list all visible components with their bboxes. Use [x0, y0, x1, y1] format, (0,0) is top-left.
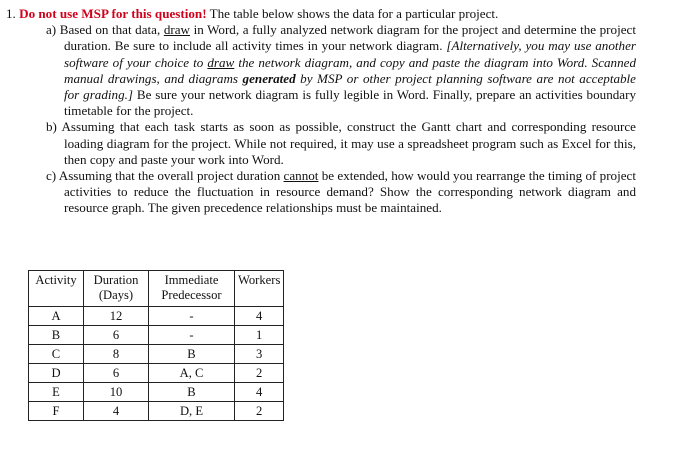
header-duration-line-1: Duration — [93, 273, 139, 287]
cell-duration: 4 — [84, 402, 149, 421]
question-number: 1. — [6, 6, 16, 21]
part-b-text: Assuming that each task starts as soon as possible, construct the Gantt chart and corresponding resource loading diagram for the project. While not required, it may use a spreadsheet program such as Excel for this, then copy and paste your work into Word. — [56, 119, 636, 167]
part-c-text-1: Assuming that the overall project duration — [56, 168, 284, 184]
part-c-underline-cannot: cannot — [283, 168, 319, 184]
part-a-marker: a) — [46, 22, 57, 38]
cell-predecessor: B — [149, 383, 235, 402]
part-a-italic-1: [Alternatively, you may use another software of your choice to — [64, 38, 636, 70]
table-row — [29, 364, 284, 383]
cell-workers: 4 — [235, 307, 284, 326]
part-c-marker: c) — [46, 168, 57, 184]
part-a-underline-draw: draw — [163, 22, 191, 38]
part-a-bold-generated: generated — [242, 70, 296, 86]
table-row — [29, 345, 284, 364]
header-duration-line-2: (Days) — [98, 288, 134, 302]
cell-activity: C — [29, 345, 84, 364]
cell-workers: 2 — [235, 402, 284, 421]
cell-duration: 6 — [84, 326, 149, 345]
warning-text: Do not use MSP for this question! — [19, 6, 207, 21]
part-b — [6, 119, 636, 168]
cell-predecessor: B — [149, 345, 235, 364]
question-block — [6, 6, 636, 217]
cell-duration: 6 — [84, 364, 149, 383]
cell-workers: 3 — [235, 345, 284, 364]
part-a-text-1: Based on that data, — [56, 22, 164, 38]
cell-predecessor: - — [149, 326, 235, 345]
table-row — [29, 326, 284, 345]
cell-activity: E — [29, 383, 84, 402]
header-predecessor-line-2: Predecessor — [161, 288, 222, 302]
question-intro — [6, 6, 636, 22]
header-duration — [84, 271, 149, 307]
part-a-italic-3: by MSP or other project planning software are not acceptable for grading.] — [64, 70, 636, 103]
header-predecessor-line-1: Immediate — [164, 273, 219, 287]
part-a-text-2: in Word, a fully analyzed network diagram for the project and determine the project duration. Be sure to include all activity times in your network diagram. — [64, 22, 636, 54]
part-a-underline-draw-2: draw — [207, 54, 235, 70]
header-activity: Activity — [29, 271, 84, 307]
header-workers: Workers — [235, 271, 284, 307]
cell-workers: 4 — [235, 383, 284, 402]
cell-activity: D — [29, 364, 84, 383]
cell-workers: 2 — [235, 364, 284, 383]
table-header-row — [29, 271, 284, 307]
cell-activity: F — [29, 402, 84, 421]
activity-table — [28, 270, 284, 421]
table-row — [29, 307, 284, 326]
cell-duration: 10 — [84, 383, 149, 402]
cell-predecessor: D, E — [149, 402, 235, 421]
intro-text: The table below shows the data for a particular project. — [206, 6, 499, 21]
part-c-text-2: be extended, how would you rearrange the timing of project activities to reduce the fluctuation in resource demand? Show the corresponding network diagram and resource graph. The given precedence relationships must be maintained. — [64, 168, 636, 216]
cell-activity: A — [29, 307, 84, 326]
cell-workers: 1 — [235, 326, 284, 345]
cell-predecessor: A, C — [149, 364, 235, 383]
part-a — [6, 22, 636, 119]
cell-activity: B — [29, 326, 84, 345]
cell-duration: 8 — [84, 345, 149, 364]
part-a-text-3: Be sure your network diagram is fully legible in Word. Finally, prepare an activities boundary timetable for the project. — [64, 87, 637, 119]
part-c — [6, 168, 636, 217]
table-row — [29, 383, 284, 402]
header-predecessor — [149, 271, 235, 307]
part-b-marker: b) — [46, 119, 57, 135]
cell-predecessor: - — [149, 307, 235, 326]
cell-duration: 12 — [84, 307, 149, 326]
part-a-italic-2: the network diagram, and copy and paste the diagram into Word. Scanned manual drawings, and diagrams — [64, 54, 637, 86]
table-row — [29, 402, 284, 421]
